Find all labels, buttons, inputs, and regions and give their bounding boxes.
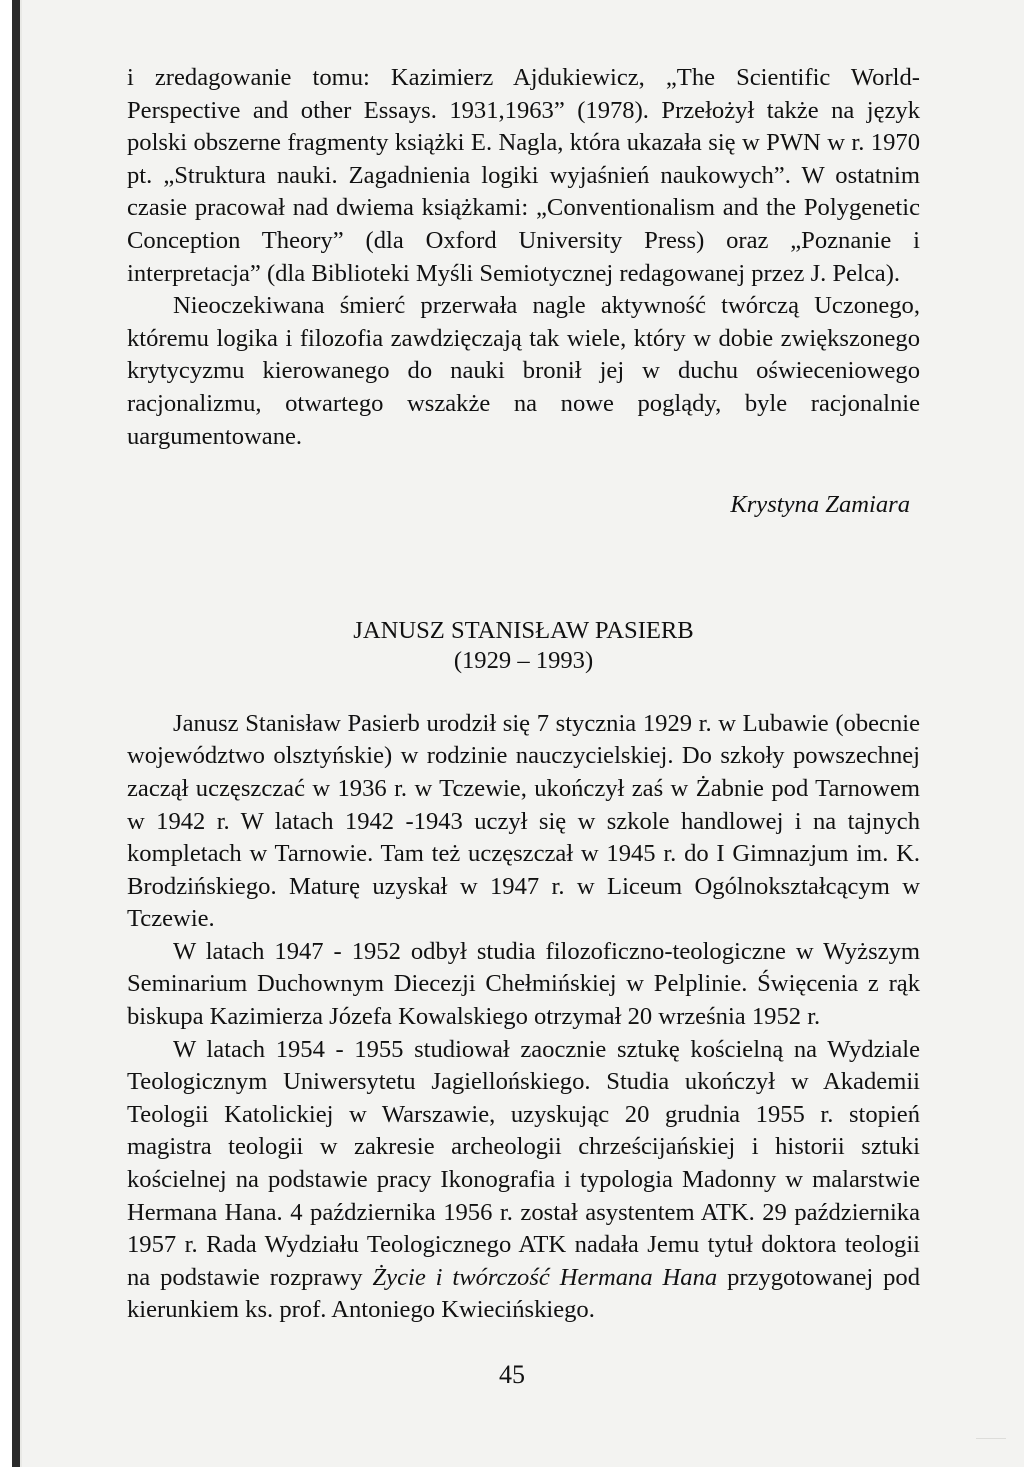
author-signature: Krystyna Zamiara xyxy=(730,491,910,519)
paragraph-biography-early: Janusz Stanisław Pasierb urodził się 7 stycznia 1929 r. w Lubawie (obecnie województwo olsztyńskie) w rodzinie nauczycielskiej. Do szkoły powszechnej zaczął uczęszczać w 1936 r. w Tczewie, ukończył zaś w Żabnie pod Tarnowem w 1942 r. W latach 1942 -1943 uczył się w szkole handlowej i na tajnych kompletach w Tarnowie. Tam też uczęszczał w 1945 r. do I Gimnazjum im. K. Brodzińskiego. Maturę uzyskał w 1947 r. w Liceum Ogólnokształcącym w Tczewie. xyxy=(127,709,920,933)
page-text-column xyxy=(127,62,920,1327)
paragraph-continuation: i zredagowanie tomu: Kazimierz Ajdukiewicz, „The Scientific World-Perspective and other Essays. 1931,1963” (1978). Przełożył także na język polski obszerne fragmenty książki E. Nagla, która ukazała się w PWN w r. 1970 pt. „Struktura nauki. Zagadnienia logiki wyjaśnień naukowych”. W ostatnim czasie pracował nad dwiema książkami: „Conventionalism and the Polygenetic Conception Theory” (dla Oxford University Press) oraz „Poznanie i interpretacja” (dla Biblioteki Myśli Semiotycznej redagowanej przez J. Pelca). xyxy=(127,64,920,287)
page-number: 45 xyxy=(499,1360,525,1389)
section-title: JANUSZ STANISŁAW PASIERB xyxy=(353,616,694,644)
paragraph-closing-remarks: Nieoczekiwana śmierć przerwała nagle aktywność twórczą Uczonego, któremu logika i filozofia zawdzięczają tak wiele, który w dobie zwiększonego krytycyzmu kierowanego do nauki bronił jej w duchu oświeceniowego racjonalizmu, otwartego wszakże na nowe poglądy, byle racjonalnie uargumentowane. xyxy=(127,292,920,450)
paragraph-text: W latach 1954 - 1955 studiował zaocznie sztukę kościelną na Wydziale Teologicznym Uniwersytetu Jagiellońskiego. Studia ukończył w Akademii Teologii Katolickiej w Warszawie, uzyskując 20 grudnia 1955 r. stopień magistra teologii w zakresie archeologii chrześcijańskiej i historii sztuki kościelnej na podstawie pracy Ikonografia i typologia Madonny w malarstwie Hermana Hana. 4 października 1956 r. został asystentem ATK. 29 października 1957 r. Rada Wydziału Teologicznego ATK nadała Jemu tytuł doktora teologii na podstawie rozprawy xyxy=(127,1035,920,1291)
scan-corner-mark xyxy=(976,1438,1006,1457)
dissertation-title: Życie i twórczość Hermana Hana xyxy=(372,1263,718,1291)
paragraph-biography-seminary: W latach 1947 - 1952 odbył studia filozoficzno-teologiczne w Wyższym Seminarium Duchownym Diecezji Chełmińskiej w Pelplinie. Święcenia z rąk biskupa Kazimierza Józefa Kowalskiego otrzymał 20 września 1952 r. xyxy=(127,937,920,1031)
paragraph-text: przygotowanej pod kierunkiem ks. prof. Antoniego Kwiecińskiego. xyxy=(127,1263,920,1324)
book-spine-edge xyxy=(0,0,22,1467)
paragraph-biography-studies xyxy=(127,1034,920,1327)
section-dates: (1929 – 1993) xyxy=(453,646,594,674)
